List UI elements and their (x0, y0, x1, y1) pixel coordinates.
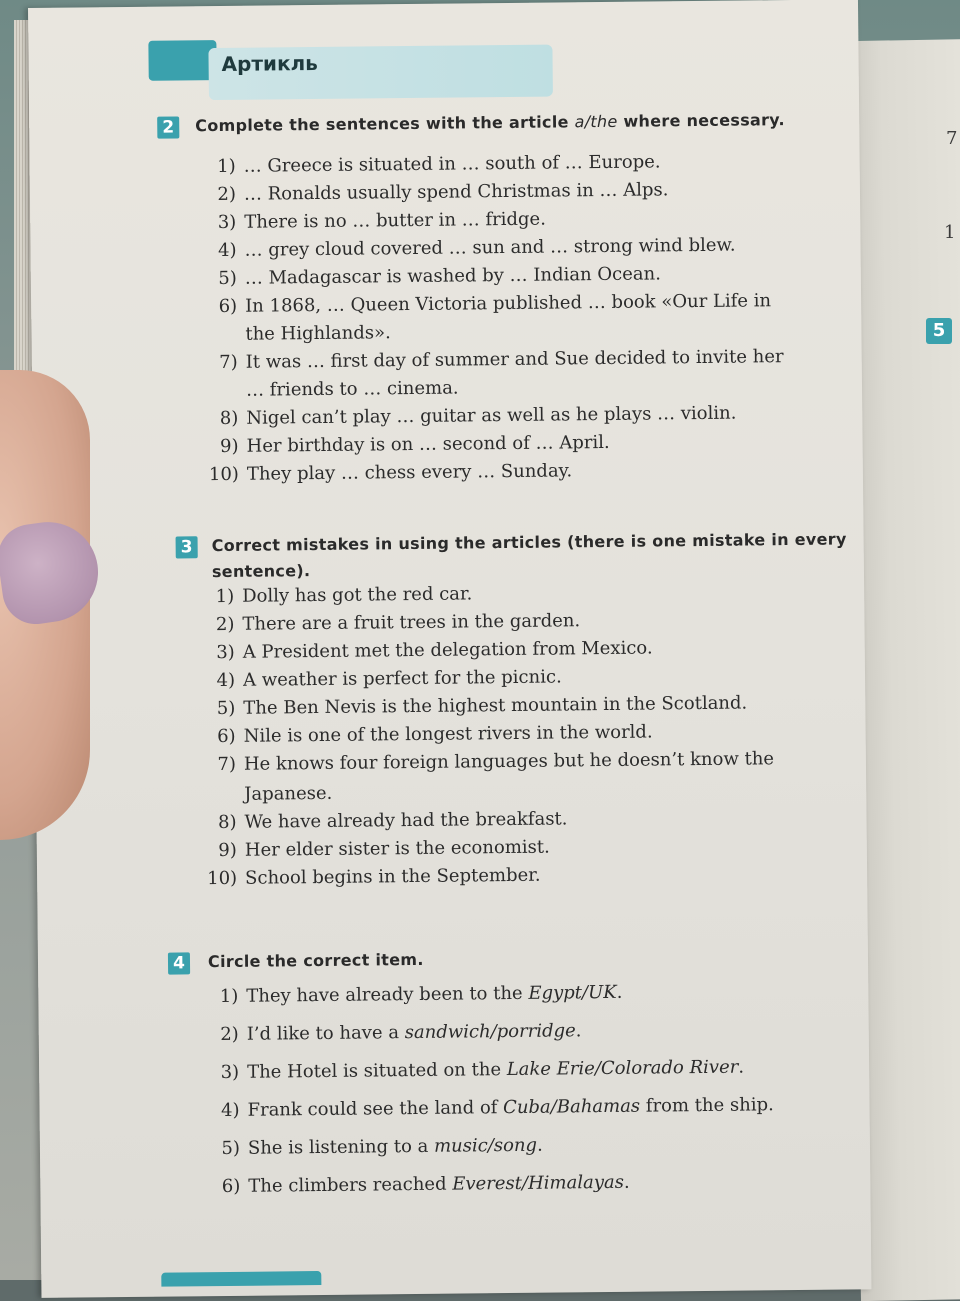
list-item (196, 209, 546, 234)
exercise-2-number: 2 (157, 116, 179, 138)
list-item (196, 748, 774, 775)
item-text-continued: the Highlands». (245, 322, 391, 345)
exercise-3-title: Correct mistakes in using the articles (there is one mistake in every (211, 529, 847, 556)
item-text: A President met the delegation from Mexico. (242, 637, 653, 663)
list-item (196, 179, 669, 205)
list-item (199, 460, 572, 485)
item-text: There is no … butter in … fridge. (244, 208, 546, 233)
item-number: 3) (216, 641, 235, 664)
item-text: . (623, 1171, 630, 1193)
item-text: It was … first day of summer and Sue decided to invite her (245, 346, 784, 373)
list-item (200, 1172, 630, 1197)
item-number: 5) (221, 1137, 241, 1160)
item-text: The Hotel is situated on the (247, 1059, 507, 1083)
item-number: 9) (220, 435, 239, 458)
item-text: I’d like to have a (246, 1022, 405, 1045)
exercise-3-number: 3 (176, 536, 198, 558)
list-item (197, 290, 771, 317)
item-number: 4) (220, 1099, 240, 1122)
item-text: In 1868, … Queen Victoria published … book «Our Life in (245, 290, 772, 317)
item-text: A weather is perfect for the picnic. (242, 666, 562, 691)
list-item (196, 235, 735, 262)
list-item (198, 432, 609, 457)
item-text: Her elder sister is the economist. (244, 836, 550, 861)
item-choice[interactable]: Lake Erie/Colorado River (506, 1056, 739, 1081)
item-number: 8) (217, 811, 237, 834)
item-number: 10) (208, 463, 240, 486)
list-item (199, 1057, 744, 1084)
list-item (194, 583, 472, 607)
item-choice[interactable]: Cuba/Bahamas (503, 1095, 641, 1119)
list-item (196, 808, 567, 833)
item-text-continued: … friends to … cinema. (245, 377, 459, 401)
item-number: 2) (215, 613, 235, 636)
list-item (199, 1020, 582, 1045)
item-text: Dolly has got the red car. (242, 583, 473, 607)
list-item (199, 1094, 773, 1121)
item-text: The Ben Nevis is the highest mountain in the Scotland. (243, 692, 748, 719)
item-number: 7) (219, 351, 238, 374)
item-number: 2) (220, 1023, 239, 1046)
item-number: 4) (217, 239, 237, 262)
item-text: . (616, 981, 623, 1003)
item-text: She is listening to a (247, 1135, 435, 1159)
item-number: 3) (220, 1061, 240, 1084)
item-number: 7) (217, 753, 237, 776)
exercise-3-title-cont: sentence). (211, 561, 311, 582)
list-item (195, 693, 747, 720)
item-text: . (575, 1020, 582, 1042)
item-text: They have already been to the (246, 982, 529, 1007)
list-item (194, 610, 580, 635)
item-number: 5) (218, 267, 237, 290)
list-item (196, 151, 661, 177)
list-item (198, 403, 736, 430)
item-text: Her birthday is on … second of … April. (246, 431, 610, 457)
item-text: … Greece is situated in … south of … Europe. (243, 151, 661, 177)
exercise-4-number: 4 (168, 952, 190, 974)
item-text: . (738, 1056, 745, 1078)
bottom-tab (161, 1271, 321, 1287)
item-text: We have already had the breakfast. (244, 808, 568, 833)
item-text: … grey cloud covered … sun and … strong wind blew. (244, 234, 736, 261)
item-choice[interactable]: music/song (433, 1134, 538, 1157)
item-text: There are a fruit trees in the garden. (242, 610, 581, 635)
list-item (195, 666, 562, 691)
item-number: 8) (219, 407, 239, 430)
item-choice[interactable]: Everest/Himalayas (452, 1171, 625, 1195)
item-text: The climbers reached (248, 1173, 453, 1197)
item-text: Frank could see the land of (247, 1097, 504, 1121)
list-item (197, 865, 541, 890)
item-number: 1) (217, 155, 236, 178)
item-text: Nile is one of the longest rivers in the world. (243, 721, 653, 747)
item-text: School begins in the September. (245, 864, 541, 889)
item-number: 6) (221, 1175, 241, 1198)
item-number: 9) (218, 839, 237, 862)
item-number: 6) (217, 725, 236, 748)
exercise-2-title: Complete the sentences with the article a/the where necessary. (195, 110, 785, 136)
item-text: … Madagascar is washed by … Indian Ocean. (244, 263, 661, 289)
list-item (198, 982, 622, 1007)
item-text-continued: Japanese. (244, 782, 333, 805)
item-number: 4) (216, 669, 236, 692)
item-number: 10) (207, 867, 238, 890)
item-text: … Ronalds usually spend Christmas in … Alps. (243, 179, 669, 205)
header-tab (148, 40, 216, 81)
item-text: Nigel can’t play … guitar as well as he plays … violin. (246, 402, 737, 429)
item-text: They play … chess every … Sunday. (246, 460, 573, 485)
list-item (197, 837, 550, 862)
list-item (196, 721, 653, 747)
list-item (200, 1135, 543, 1160)
page-title: Артикль (221, 50, 318, 76)
item-text: from the ship. (640, 1094, 774, 1117)
exercise-4-title: Circle the correct item. (207, 949, 424, 972)
item-number: 3) (217, 211, 237, 234)
side-text: 7 (946, 128, 958, 149)
side-text: 1 (944, 222, 956, 243)
side-exercise-badge: 5 (926, 318, 952, 344)
item-text: He knows four foreign languages but he doesn’t know the (243, 748, 775, 775)
item-choice[interactable]: Egypt/UK (528, 981, 617, 1004)
item-text: . (536, 1134, 543, 1156)
list-item (195, 637, 653, 663)
list-item (197, 263, 661, 289)
item-choice[interactable]: sandwich/porridge (404, 1020, 576, 1044)
item-number: 1) (219, 985, 239, 1008)
item-number: 1) (215, 585, 235, 608)
list-item (198, 346, 784, 373)
item-number: 5) (216, 697, 236, 720)
item-number: 2) (217, 183, 237, 206)
textbook-page (28, 0, 871, 1298)
item-number: 6) (218, 295, 238, 318)
